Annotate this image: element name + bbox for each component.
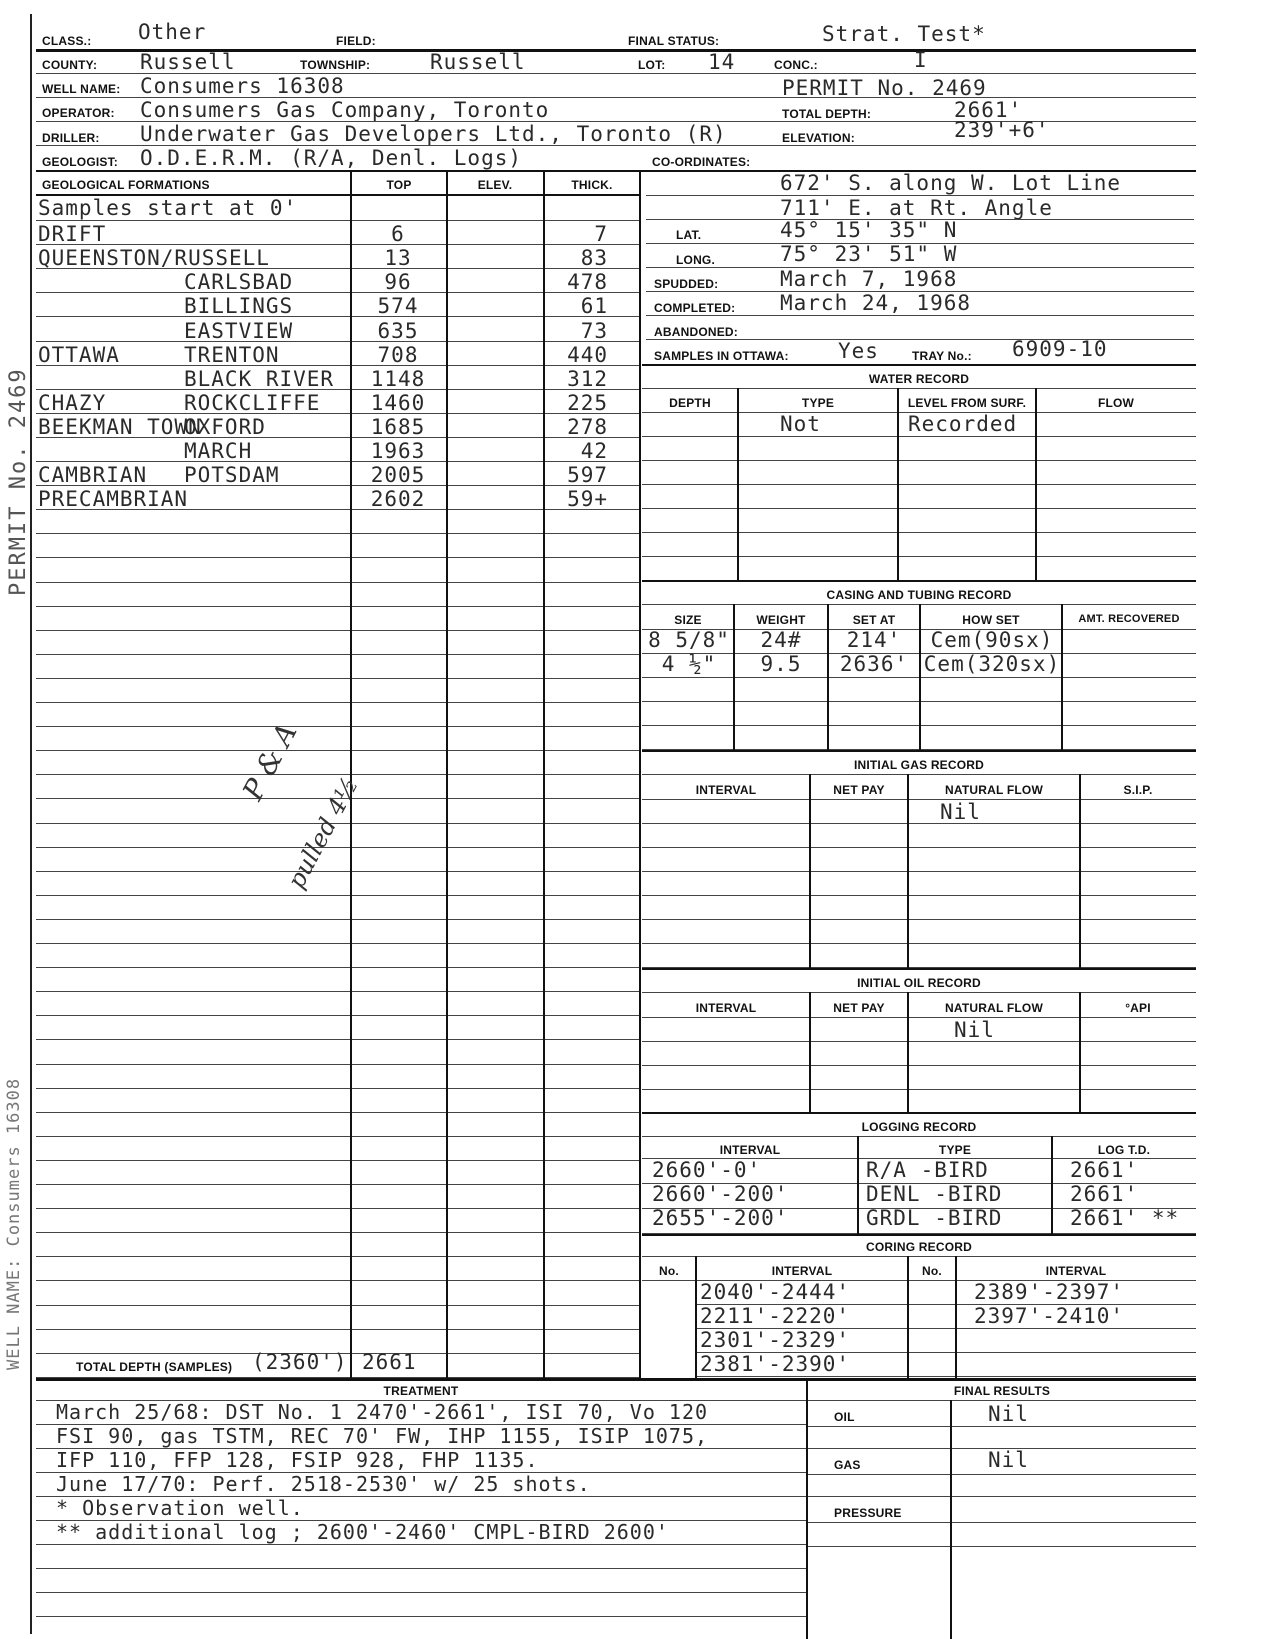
casing-title: CASING AND TUBING RECORD [826, 588, 1012, 602]
logging-type: GRDL -BIRD [866, 1206, 1003, 1230]
final-title: FINAL RESULTS [953, 1384, 1051, 1398]
final-gas-value: Nil [988, 1448, 1029, 1472]
rule [808, 1400, 1196, 1401]
vrule [446, 172, 448, 1378]
vrule [806, 1380, 808, 1639]
vrule [907, 1256, 909, 1378]
water-type-value: Not [780, 412, 821, 436]
gas-ruling-line [642, 943, 1196, 944]
vrule [1035, 388, 1037, 580]
formation-group: CHAZY [38, 391, 107, 415]
formation-top: 1148 [370, 367, 426, 391]
total-depth-top-value: 2661 [362, 1350, 417, 1374]
vrule [350, 172, 352, 1378]
formation-thick: 42 [580, 439, 608, 463]
formation-ruling-line [36, 1136, 640, 1137]
rule [642, 364, 1196, 366]
completed-label: COMPLETED: [654, 301, 736, 315]
water-ruling-line [642, 508, 1196, 509]
formation-ruling-line [36, 582, 640, 583]
geologist-value: O.D.E.R.M. (R/A, Denl. Logs) [140, 146, 523, 170]
final-oil-label: OIL [834, 1410, 855, 1424]
formation-name: OXFORD [184, 415, 266, 439]
oil-flow-header: NATURAL FLOW [945, 1001, 1043, 1015]
water-title: WATER RECORD [868, 372, 970, 386]
water-type-header: TYPE [801, 396, 835, 410]
gas-title: INITIAL GAS RECORD [853, 758, 985, 772]
rule [642, 1136, 1196, 1137]
lot-label: LOT: [638, 58, 666, 72]
vrule [907, 992, 909, 1112]
well-name-value: Consumers 16308 [140, 74, 345, 98]
coring-no-header: No. [659, 1264, 679, 1278]
class-value: Other [138, 20, 207, 44]
formation-ruling-line [36, 1256, 640, 1257]
treatment-line: FSI 90, gas TSTM, REC 70' FW, IHP 1155, ISIP 1075, [56, 1424, 709, 1448]
formation-ruling-line [36, 606, 640, 607]
margin-well-name-stamp: WELL NAME: Consumers 16308 [4, 1077, 24, 1370]
township-value: Russell [430, 50, 526, 74]
oil-title: INITIAL OIL RECORD [857, 976, 981, 990]
operator-value: Consumers Gas Company, Toronto [140, 98, 550, 122]
logging-type: R/A -BIRD [866, 1158, 989, 1182]
elev-header: ELEV. [477, 178, 513, 192]
final-status-label: FINAL STATUS: [628, 34, 720, 48]
vrule [1061, 604, 1063, 750]
permit-value: PERMIT No. 2469 [782, 76, 987, 100]
formation-group: QUEENSTON/RUSSELL [38, 246, 270, 270]
treatment-ruling-line [36, 1592, 806, 1593]
well-name-label: WELL NAME: [42, 82, 121, 96]
logging-interval: 2655'-200' [652, 1206, 789, 1230]
formation-top: 1460 [370, 391, 426, 415]
casing-how-set: Cem(90sx) [930, 628, 1054, 652]
formation-ruling-line [36, 654, 640, 655]
water-ruling-line [642, 484, 1196, 485]
samples-value: Yes [838, 339, 879, 363]
formation-ruling-line [36, 967, 640, 968]
coring-interval-right: 2389'-2397' [974, 1280, 1125, 1304]
coring-interval2-header: INTERVAL [1045, 1264, 1107, 1278]
vrule [950, 1400, 952, 1639]
rule [646, 315, 1194, 316]
rule [642, 388, 1196, 389]
margin-permit-stamp: PERMIT No. 2469 [6, 367, 31, 596]
water-flow-header: FLOW [1097, 396, 1135, 410]
treatment-line: * Observation well. [56, 1496, 304, 1520]
formation-ruling-line [36, 702, 640, 703]
formation-ruling-line [36, 1184, 640, 1185]
formation-thick: 7 [594, 222, 608, 246]
county-value: Russell [140, 50, 236, 74]
oil-netpay-header: NET PAY [833, 1001, 885, 1015]
total-depth-label: TOTAL DEPTH: [782, 107, 872, 121]
elevation-value: 239'+6' [954, 118, 1050, 142]
vrule [907, 774, 909, 968]
total-depth-value: 2661' [954, 98, 1023, 122]
coring-interval: 2040'-2444' [700, 1280, 851, 1304]
logging-td: 2661' [1070, 1158, 1139, 1182]
casing-howset-header: HOW SET [962, 613, 1020, 627]
formation-top: 6 [391, 222, 405, 246]
formation-name: POTSDAM [184, 463, 280, 487]
casing-size-header: SIZE [674, 613, 702, 627]
formation-ruling-line [36, 943, 640, 944]
treatment-top-rule [36, 1378, 1196, 1381]
gas-ruling-line [642, 919, 1196, 920]
tray-value: 6909-10 [1012, 337, 1108, 361]
conc-value: I [914, 48, 928, 72]
lat-value: 45° 15' 35" N [780, 218, 958, 242]
tray-label: TRAY No.: [912, 349, 972, 363]
logging-type: DENL -BIRD [866, 1182, 1003, 1206]
formation-top: 1963 [370, 439, 426, 463]
treatment-line: June 17/70: Perf. 2518-2530' w/ 25 shots. [56, 1472, 591, 1496]
treatment-line: March 25/68: DST No. 1 2470'-2661', ISI 70, Vo 120 [56, 1400, 709, 1424]
coord-line1: 672' S. along W. Lot Line [780, 171, 1122, 195]
coring-no2-header: No. [922, 1264, 942, 1278]
formation-top: 96 [384, 270, 412, 294]
casing-set-at: 2636' [839, 652, 909, 676]
gas-sip-header: S.I.P. [1123, 783, 1153, 797]
treatment-ruling-line [36, 1568, 806, 1569]
water-depth-header: DEPTH [669, 396, 711, 410]
handwritten-note-pa: P & A [236, 717, 304, 806]
formation-name: BLACK RIVER [184, 367, 335, 391]
lat-label: LAT. [676, 228, 702, 242]
rule [808, 1496, 1196, 1497]
formation-ruling-line [36, 1208, 640, 1209]
logging-title: LOGGING RECORD [861, 1120, 977, 1134]
formation-ruling-line [36, 557, 640, 558]
water-ruling-line [642, 460, 1196, 461]
conc-label: CONC.: [774, 58, 818, 72]
rule [642, 580, 1196, 582]
samples-note: Samples start at 0' [38, 196, 298, 220]
logging-td-header: LOG T.D. [1097, 1143, 1151, 1157]
formation-thick: 312 [567, 367, 608, 391]
formation-top: 2602 [370, 487, 426, 511]
formation-thick: 61 [580, 294, 608, 318]
rule [642, 968, 1196, 970]
formation-name: ROCKCLIFFE [184, 391, 321, 415]
gas-ruling-line [642, 823, 1196, 824]
formation-ruling-line [36, 1112, 640, 1113]
gas-flow-header: NATURAL FLOW [945, 783, 1043, 797]
coring-title: CORING RECORD [866, 1240, 972, 1254]
oil-ruling-line [642, 1041, 1196, 1042]
water-ruling-line [642, 556, 1196, 557]
vrule [857, 1136, 859, 1234]
casing-setat-header: SET AT [852, 613, 896, 627]
water-level-header: LEVEL FROM SURF. [907, 396, 1027, 410]
casing-amt-header: AMT. RECOVERED [1078, 613, 1180, 625]
logging-td: 2661' [1070, 1182, 1139, 1206]
rule [642, 750, 1196, 752]
geologist-label: GEOLOGIST: [42, 155, 119, 169]
formation-thick: 278 [567, 415, 608, 439]
logging-interval: 2660'-200' [652, 1182, 789, 1206]
formation-group: DRIFT [38, 222, 107, 246]
rule [808, 1522, 1196, 1523]
class-label: CLASS.: [42, 34, 92, 48]
formation-thick: 73 [580, 319, 608, 343]
gas-ruling-line [642, 895, 1196, 896]
formation-group: CAMBRIAN [38, 463, 148, 487]
rule [642, 1256, 1196, 1257]
casing-set-at: 214' [846, 628, 902, 652]
vrule [543, 172, 545, 1378]
final-status-value: Strat. Test* [822, 22, 986, 46]
logging-td: 2661' ** [1070, 1206, 1180, 1230]
top-header: TOP [386, 178, 412, 192]
formation-ruling-line [36, 847, 640, 848]
formation-ruling-line [36, 1039, 640, 1040]
formation-ruling-line [36, 1088, 640, 1089]
oil-ruling-line [642, 1065, 1196, 1066]
spudded-value: March 7, 1968 [780, 267, 958, 291]
township-label: TOWNSHIP: [300, 58, 371, 72]
formation-thick: 83 [580, 246, 608, 270]
formation-ruling-line [36, 1329, 640, 1330]
rule [808, 1426, 1196, 1427]
treatment-ruling-line [36, 1616, 806, 1617]
formation-top: 13 [384, 246, 412, 270]
oil-interval-header: INTERVAL [695, 1001, 757, 1015]
gas-ruling-line [642, 847, 1196, 848]
left-page-border [30, 14, 32, 1634]
treatment-title: TREATMENT [383, 1384, 459, 1398]
rule [646, 339, 1194, 340]
vrule [733, 604, 735, 750]
gas-netpay-header: NET PAY [833, 783, 885, 797]
casing-size: 4 ½" [661, 652, 717, 676]
formation-group: BEEKMAN TOWN [38, 415, 202, 439]
completed-value: March 24, 1968 [780, 291, 972, 315]
formation-ruling-line [36, 871, 640, 872]
formation-name: BILLINGS [184, 294, 294, 318]
final-oil-value: Nil [988, 1402, 1029, 1426]
vrule [897, 388, 899, 580]
thick-header: THICK. [571, 178, 613, 192]
casing-weight: 9.5 [760, 652, 802, 676]
vrule [955, 1256, 957, 1378]
spudded-label: SPUDDED: [654, 277, 719, 291]
formation-ruling-line [36, 630, 640, 631]
handwritten-note-pulled: pulled 4½ [282, 772, 364, 894]
logging-type-header: TYPE [938, 1143, 972, 1157]
formation-ruling-line [36, 1305, 640, 1306]
formation-ruling-line [36, 1015, 640, 1016]
formation-top: 2005 [370, 463, 426, 487]
coring-interval: 2381'-2390' [700, 1352, 851, 1376]
rule [808, 1474, 1196, 1475]
formation-name: MARCH [184, 439, 253, 463]
formation-top: 1685 [370, 415, 426, 439]
formation-group: OTTAWA [38, 343, 120, 367]
formation-thick: 59+ [567, 487, 608, 511]
formation-ruling-line [36, 991, 640, 992]
casing-weight-header: WEIGHT [756, 613, 806, 627]
coring-interval-header: INTERVAL [771, 1264, 833, 1278]
casing-weight: 24# [760, 628, 802, 652]
oil-api-header: °API [1125, 1001, 1151, 1015]
total-depth-samples-value: (2360') [252, 1350, 348, 1374]
rule [642, 992, 1196, 993]
formation-ruling-line [36, 678, 640, 679]
operator-label: OPERATOR: [42, 106, 115, 120]
formation-ruling-line [36, 1064, 640, 1065]
formation-thick: 478 [567, 270, 608, 294]
rule [642, 774, 1196, 775]
logging-interval-header: INTERVAL [719, 1143, 781, 1157]
formation-ruling-line [36, 220, 640, 221]
formation-ruling-line [36, 726, 640, 727]
treatment-ruling-line [36, 1544, 806, 1545]
logging-interval: 2660'-0' [652, 1158, 762, 1182]
rule [642, 1017, 1196, 1018]
oil-flow-value: Nil [954, 1018, 995, 1042]
driller-value: Underwater Gas Developers Ltd., Toronto (R) [140, 122, 727, 146]
gas-ruling-line [642, 871, 1196, 872]
formation-ruling-line [36, 1232, 640, 1233]
elevation-label: ELEVATION: [782, 131, 855, 145]
oil-ruling-line [642, 1089, 1196, 1090]
vrule [919, 604, 921, 750]
water-ruling-line [642, 532, 1196, 533]
vrule [1079, 774, 1081, 968]
formation-top: 635 [377, 319, 419, 343]
total-depth-samples-label: TOTAL DEPTH (SAMPLES) [76, 1360, 233, 1374]
formation-ruling-line [36, 750, 640, 751]
driller-label: DRILLER: [42, 131, 100, 145]
coordinates-label: CO-ORDINATES: [652, 155, 751, 169]
coring-ruling-line [696, 1376, 1196, 1377]
abandoned-label: ABANDONED: [654, 325, 738, 339]
coord-line2: 711' E. at Rt. Angle [780, 196, 1053, 220]
formation-ruling-line [36, 919, 640, 920]
formation-name: EASTVIEW [184, 319, 294, 343]
vrule [695, 1256, 697, 1378]
vrule [809, 774, 811, 968]
field-label: FIELD: [336, 34, 376, 48]
casing-how-set: Cem(320sx) [923, 652, 1061, 676]
formation-thick: 440 [567, 343, 608, 367]
vrule [1051, 1136, 1053, 1234]
rule [808, 1546, 1196, 1547]
formation-name: CARLSBAD [184, 270, 294, 294]
long-label: LONG. [676, 253, 715, 267]
vrule [827, 604, 829, 750]
vrule [737, 388, 739, 580]
formation-name: TRENTON [184, 343, 280, 367]
formation-top: 708 [377, 343, 419, 367]
formation-thick: 225 [567, 391, 608, 415]
rule [642, 799, 1196, 800]
coring-interval: 2301'-2329' [700, 1328, 851, 1352]
county-label: COUNTY: [42, 58, 98, 72]
vrule [1079, 992, 1081, 1112]
formation-ruling-line [36, 533, 640, 534]
gas-flow-value: Nil [940, 800, 981, 824]
formation-ruling-line [36, 895, 640, 896]
vrule [809, 992, 811, 1112]
formation-ruling-line [36, 1280, 640, 1281]
gas-interval-header: INTERVAL [695, 783, 757, 797]
final-pressure-label: PRESSURE [834, 1506, 902, 1520]
coring-interval-right: 2397'-2410' [974, 1304, 1125, 1328]
casing-size: 8 5/8" [648, 628, 730, 652]
final-gas-label: GAS [834, 1458, 861, 1472]
treatment-line: IFP 110, FFP 128, FSIP 928, FHP 1135. [56, 1448, 539, 1472]
formation-top: 574 [377, 294, 419, 318]
formation-thick: 597 [567, 463, 608, 487]
rule [642, 1112, 1196, 1114]
samples-label: SAMPLES IN OTTAWA: [654, 349, 789, 363]
rule [642, 1234, 1196, 1236]
treatment-line: ** additional log ; 2600'-2460' CMPL-BIRD 2600' [56, 1520, 669, 1544]
water-level-value: Recorded [908, 412, 1018, 436]
vrule [639, 172, 641, 1378]
long-value: 75° 23' 51" W [780, 242, 958, 266]
lot-value: 14 [708, 50, 736, 74]
formation-ruling-line [36, 1160, 640, 1161]
coring-interval: 2211'-2220' [700, 1304, 851, 1328]
formation-group: PRECAMBRIAN [38, 487, 189, 511]
water-ruling-line [642, 436, 1196, 437]
formations-header: GEOLOGICAL FORMATIONS [42, 178, 210, 192]
